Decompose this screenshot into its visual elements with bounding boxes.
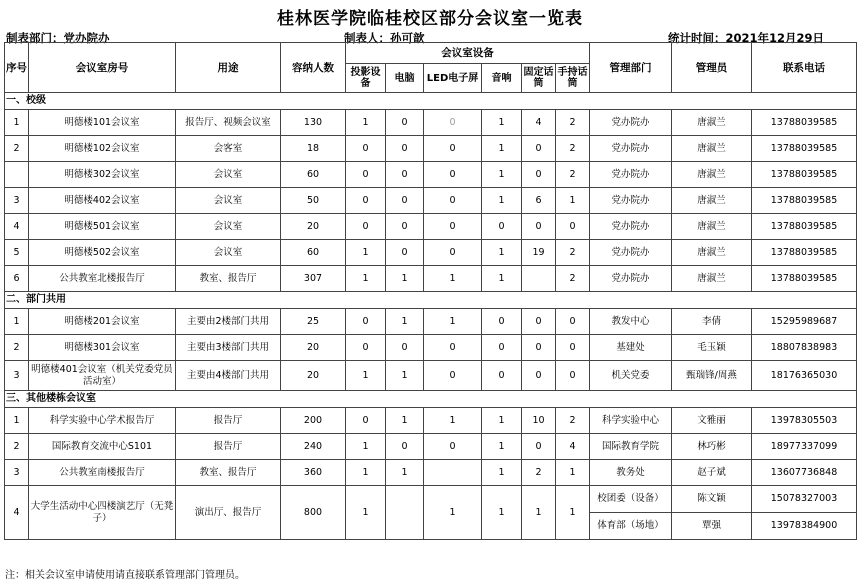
cell-audio: 1	[482, 162, 522, 188]
cell-projector: 0	[346, 335, 386, 361]
cell-admin: 赵子斌	[672, 460, 752, 486]
cell-capacity: 25	[281, 309, 346, 335]
cell-capacity: 20	[281, 361, 346, 391]
cell-usage: 会议室	[176, 188, 281, 214]
cell-led: 0	[424, 162, 482, 188]
cell-admin: 唐淑兰	[672, 110, 752, 136]
cell-usage: 主要由4楼部门共用	[176, 361, 281, 391]
cell-led	[424, 460, 482, 486]
cell-admin: 毛玉颖	[672, 335, 752, 361]
cell-admin: 唐淑兰	[672, 162, 752, 188]
cell-hand-mic: 4	[556, 434, 590, 460]
table-row	[5, 162, 857, 188]
cell-seq: 2	[5, 335, 29, 361]
table-row	[5, 240, 857, 266]
table-row	[5, 110, 857, 136]
cell-admin: 覃强	[672, 513, 752, 540]
cell-projector: 0	[346, 214, 386, 240]
cell-hand-mic: 0	[556, 214, 590, 240]
cell-computer: 1	[386, 408, 424, 434]
cell-computer: 1	[386, 361, 424, 391]
cell-phone: 18977337099	[752, 434, 857, 460]
cell-capacity: 20	[281, 335, 346, 361]
cell-audio: 1	[482, 266, 522, 292]
cell-seq: 5	[5, 240, 29, 266]
cell-phone: 13978305503	[752, 408, 857, 434]
header-projector: 投影设备	[346, 64, 386, 93]
table-row	[5, 309, 857, 335]
cell-admin: 林巧彬	[672, 434, 752, 460]
cell-hand-mic: 2	[556, 110, 590, 136]
cell-fixed-mic: 0	[522, 361, 556, 391]
cell-dept: 党办院办	[590, 214, 672, 240]
cell-capacity: 240	[281, 434, 346, 460]
cell-led: 0	[424, 434, 482, 460]
cell-room: 国际教育交流中心S101	[29, 434, 176, 460]
cell-room: 明德楼502会议室	[29, 240, 176, 266]
cell-audio: 1	[482, 408, 522, 434]
cell-usage: 教室、报告厅	[176, 460, 281, 486]
cell-computer: 1	[386, 460, 424, 486]
cell-phone: 15295989687	[752, 309, 857, 335]
header-phone: 联系电话	[752, 43, 857, 93]
cell-audio: 0	[482, 335, 522, 361]
cell-fixed-mic: 0	[522, 434, 556, 460]
cell-room: 科学实验中心学术报告厅	[29, 408, 176, 434]
cell-capacity: 200	[281, 408, 346, 434]
cell-audio: 0	[482, 214, 522, 240]
cell-computer: 1	[386, 309, 424, 335]
cell-usage: 主要由3楼部门共用	[176, 335, 281, 361]
header-led: LED电子屏	[424, 64, 482, 93]
cell-admin: 李倩	[672, 309, 752, 335]
cell-dept: 科学实验中心	[590, 408, 672, 434]
cell-dept: 教发中心	[590, 309, 672, 335]
cell-computer: 0	[386, 162, 424, 188]
cell-fixed-mic: 2	[522, 460, 556, 486]
cell-dept: 党办院办	[590, 240, 672, 266]
cell-hand-mic: 1	[556, 460, 590, 486]
header-fixed-mic: 固定话筒	[522, 64, 556, 93]
cell-room: 明德楼302会议室	[29, 162, 176, 188]
cell-fixed-mic: 10	[522, 408, 556, 434]
cell-hand-mic: 2	[556, 408, 590, 434]
header-audio: 音响	[482, 64, 522, 93]
cell-audio: 1	[482, 136, 522, 162]
cell-projector: 0	[346, 408, 386, 434]
cell-dept: 教务处	[590, 460, 672, 486]
cell-admin: 唐淑兰	[672, 240, 752, 266]
cell-computer: 0	[386, 110, 424, 136]
cell-fixed-mic: 0	[522, 214, 556, 240]
cell-projector: 1	[346, 486, 386, 540]
cell-phone: 18807838983	[752, 335, 857, 361]
cell-hand-mic: 1	[556, 188, 590, 214]
header-capacity: 容纳人数	[281, 43, 346, 93]
cell-led: 0	[424, 110, 482, 136]
cell-fixed-mic: 0	[522, 309, 556, 335]
cell-room: 公共教室南楼报告厅	[29, 460, 176, 486]
cell-room: 明德楼402会议室	[29, 188, 176, 214]
section-title: 一、校级	[5, 93, 857, 110]
cell-seq: 3	[5, 460, 29, 486]
cell-led: 0	[424, 240, 482, 266]
cell-dept: 党办院办	[590, 162, 672, 188]
cell-capacity: 60	[281, 240, 346, 266]
cell-seq: 6	[5, 266, 29, 292]
cell-dept: 机关党委	[590, 361, 672, 391]
cell-seq: 1	[5, 408, 29, 434]
cell-seq: 1	[5, 110, 29, 136]
cell-seq: 4	[5, 486, 29, 540]
cell-phone: 13788039585	[752, 214, 857, 240]
cell-usage: 报告厅、视频会议室	[176, 110, 281, 136]
cell-hand-mic: 2	[556, 240, 590, 266]
cell-projector: 1	[346, 240, 386, 266]
cell-capacity: 20	[281, 214, 346, 240]
cell-admin: 唐淑兰	[672, 214, 752, 240]
cell-admin: 唐淑兰	[672, 266, 752, 292]
header-usage: 用途	[176, 43, 281, 93]
cell-fixed-mic: 1	[522, 486, 556, 540]
cell-usage: 会议室	[176, 162, 281, 188]
header-seq: 序号	[5, 43, 29, 93]
table-row	[5, 136, 857, 162]
cell-dept: 党办院办	[590, 188, 672, 214]
cell-seq: 4	[5, 214, 29, 240]
cell-led: 0	[424, 335, 482, 361]
meeting-room-table	[4, 42, 857, 540]
cell-computer: 1	[386, 266, 424, 292]
cell-fixed-mic: 4	[522, 110, 556, 136]
date-meta: 统计时间：2021年12月29日	[668, 31, 825, 45]
cell-seq: 3	[5, 188, 29, 214]
cell-hand-mic: 2	[556, 266, 590, 292]
table-row	[5, 335, 857, 361]
cell-phone: 13788039585	[752, 110, 857, 136]
cell-led: 1	[424, 408, 482, 434]
cell-usage: 会客室	[176, 136, 281, 162]
table-row	[5, 486, 857, 513]
cell-seq: 3	[5, 361, 29, 391]
cell-audio: 0	[482, 309, 522, 335]
cell-capacity: 18	[281, 136, 346, 162]
cell-computer: 0	[386, 335, 424, 361]
cell-usage: 主要由2楼部门共用	[176, 309, 281, 335]
cell-room: 明德楼102会议室	[29, 136, 176, 162]
cell-led: 1	[424, 266, 482, 292]
cell-computer: 0	[386, 136, 424, 162]
cell-computer	[386, 486, 424, 540]
cell-room: 大学生活动中心四楼演艺厅（无凳子）	[29, 486, 176, 540]
cell-phone: 13788039585	[752, 266, 857, 292]
cell-projector: 1	[346, 434, 386, 460]
cell-hand-mic: 2	[556, 162, 590, 188]
cell-dept: 党办院办	[590, 110, 672, 136]
header-equipment: 会议室设备	[346, 43, 590, 64]
cell-phone: 13788039585	[752, 162, 857, 188]
cell-projector: 0	[346, 136, 386, 162]
header-admin: 管理员	[672, 43, 752, 93]
footnote: 注：相关会议室申请使用请直接联系管理部门管理员。	[5, 570, 245, 581]
cell-fixed-mic: 6	[522, 188, 556, 214]
cell-projector: 1	[346, 266, 386, 292]
cell-room: 公共教室北楼报告厅	[29, 266, 176, 292]
cell-room: 明德楼501会议室	[29, 214, 176, 240]
cell-admin: 文雅丽	[672, 408, 752, 434]
cell-projector: 0	[346, 188, 386, 214]
cell-audio: 1	[482, 240, 522, 266]
table-row	[5, 408, 857, 434]
table-row	[5, 434, 857, 460]
cell-room: 明德楼401会议室（机关党委党员活动室）	[29, 361, 176, 391]
cell-room: 明德楼301会议室	[29, 335, 176, 361]
cell-seq: 1	[5, 309, 29, 335]
cell-seq	[5, 162, 29, 188]
cell-projector: 1	[346, 361, 386, 391]
cell-seq: 2	[5, 434, 29, 460]
cell-led: 0	[424, 136, 482, 162]
dept-meta: 制表部门：党办院办	[6, 31, 110, 45]
cell-usage: 演出厅、报告厅	[176, 486, 281, 540]
cell-led: 0	[424, 214, 482, 240]
header-room: 会议室房号	[29, 43, 176, 93]
cell-room: 明德楼101会议室	[29, 110, 176, 136]
cell-projector: 0	[346, 162, 386, 188]
cell-admin: 唐淑兰	[672, 188, 752, 214]
cell-usage: 教室、报告厅	[176, 266, 281, 292]
cell-projector: 0	[346, 309, 386, 335]
cell-dept: 国际教育学院	[590, 434, 672, 460]
cell-audio: 1	[482, 460, 522, 486]
cell-audio: 1	[482, 110, 522, 136]
cell-audio: 1	[482, 434, 522, 460]
cell-fixed-mic: 0	[522, 136, 556, 162]
cell-computer: 0	[386, 240, 424, 266]
table-row	[5, 361, 857, 391]
cell-dept: 基建处	[590, 335, 672, 361]
cell-computer: 0	[386, 188, 424, 214]
cell-fixed-mic: 0	[522, 335, 556, 361]
cell-audio: 0	[482, 361, 522, 391]
cell-usage: 报告厅	[176, 434, 281, 460]
cell-seq: 2	[5, 136, 29, 162]
cell-capacity: 60	[281, 162, 346, 188]
cell-phone: 13607736848	[752, 460, 857, 486]
cell-room: 明德楼201会议室	[29, 309, 176, 335]
cell-computer: 0	[386, 434, 424, 460]
cell-led: 1	[424, 309, 482, 335]
cell-phone: 13788039585	[752, 136, 857, 162]
cell-hand-mic: 0	[556, 335, 590, 361]
cell-phone: 13788039585	[752, 240, 857, 266]
cell-dept: 党办院办	[590, 266, 672, 292]
cell-capacity: 800	[281, 486, 346, 540]
section-title: 三、其他楼栋会议室	[5, 391, 857, 408]
cell-dept: 党办院办	[590, 136, 672, 162]
cell-dept: 体育部（场地）	[590, 513, 672, 540]
cell-led: 0	[424, 361, 482, 391]
table-row	[5, 188, 857, 214]
cell-led: 1	[424, 486, 482, 540]
page-title: 桂林医学院临桂校区部分会议室一览表	[277, 9, 583, 29]
cell-projector: 1	[346, 110, 386, 136]
header-mgmt-dept: 管理部门	[590, 43, 672, 93]
cell-capacity: 130	[281, 110, 346, 136]
cell-computer: 0	[386, 214, 424, 240]
header-computer: 电脑	[386, 64, 424, 93]
cell-projector: 1	[346, 460, 386, 486]
cell-hand-mic: 2	[556, 136, 590, 162]
table-row	[5, 266, 857, 292]
cell-phone: 13978384900	[752, 513, 857, 540]
section-title: 二、部门共用	[5, 292, 857, 309]
table-row	[5, 214, 857, 240]
cell-fixed-mic: 0	[522, 162, 556, 188]
cell-hand-mic: 0	[556, 309, 590, 335]
cell-usage: 会议室	[176, 240, 281, 266]
cell-capacity: 50	[281, 188, 346, 214]
cell-hand-mic: 0	[556, 361, 590, 391]
cell-admin: 甄瑞锋/周燕	[672, 361, 752, 391]
header-hand-mic: 手持话筒	[556, 64, 590, 93]
cell-phone: 18176365030	[752, 361, 857, 391]
table-row	[5, 460, 857, 486]
cell-admin: 唐淑兰	[672, 136, 752, 162]
cell-usage: 会议室	[176, 214, 281, 240]
cell-led: 0	[424, 188, 482, 214]
maker-meta: 制表人：孙可歆	[344, 31, 425, 45]
cell-audio: 1	[482, 486, 522, 540]
cell-hand-mic: 1	[556, 486, 590, 540]
cell-fixed-mic: 19	[522, 240, 556, 266]
cell-phone: 13788039585	[752, 188, 857, 214]
cell-usage: 报告厅	[176, 408, 281, 434]
cell-dept: 校团委（设备）	[590, 486, 672, 513]
cell-fixed-mic	[522, 266, 556, 292]
cell-audio: 1	[482, 188, 522, 214]
cell-capacity: 307	[281, 266, 346, 292]
cell-admin: 陈文颖	[672, 486, 752, 513]
cell-phone: 15078327003	[752, 486, 857, 513]
cell-capacity: 360	[281, 460, 346, 486]
